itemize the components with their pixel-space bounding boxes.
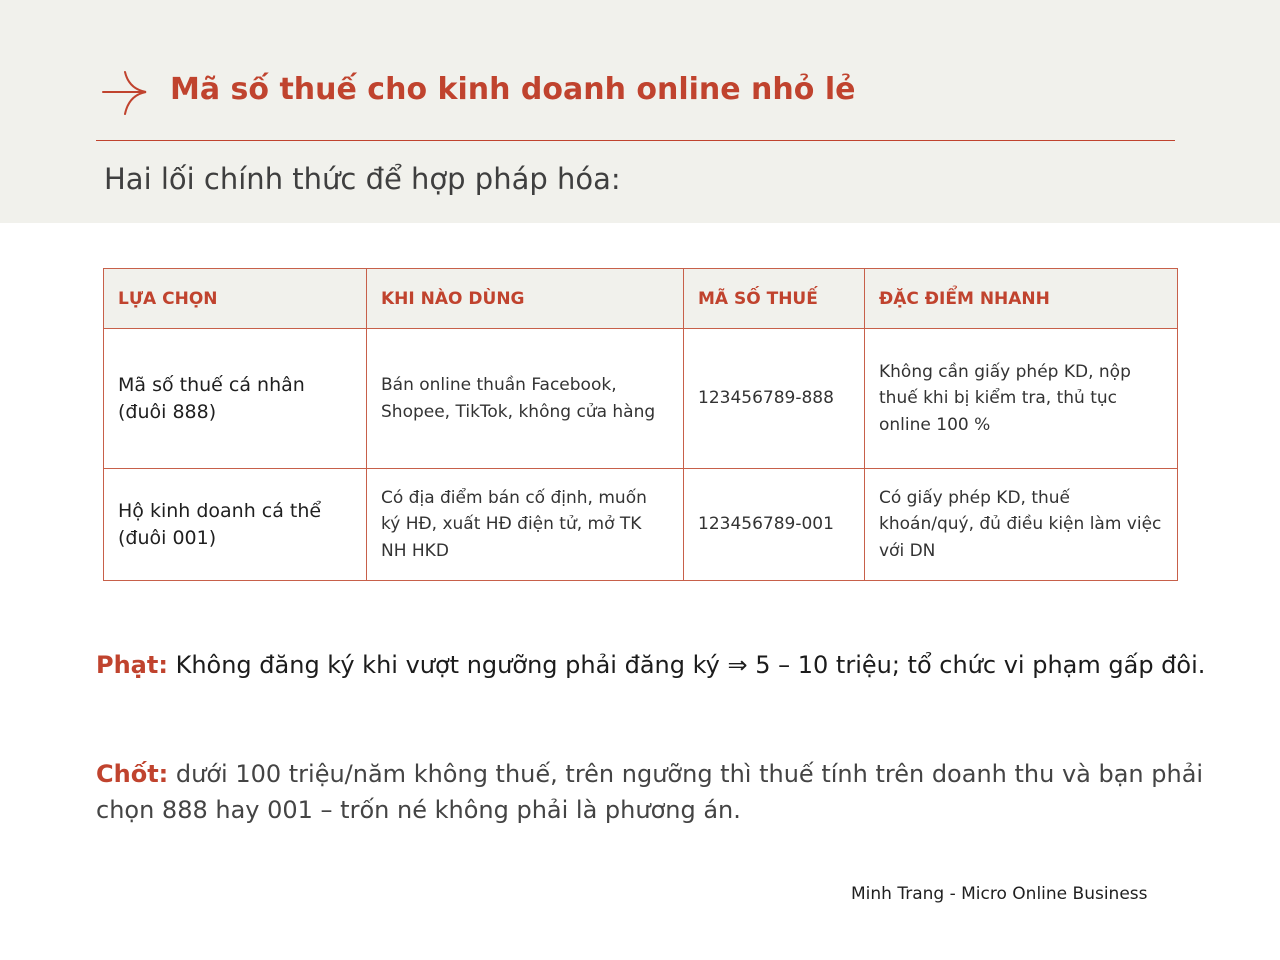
- footer-credit: Minh Trang - Micro Online Business: [851, 884, 1148, 904]
- cell-features: Có giấy phép KD, thuế khoán/quý, đủ điều kiện làm việc với DN: [865, 469, 1178, 581]
- column-header-option: LỰA CHỌN: [104, 269, 367, 329]
- header-band: [0, 0, 1280, 223]
- column-header-tax-code: MÃ SỐ THUẾ: [684, 269, 865, 329]
- table-row: [104, 469, 1178, 581]
- arrow-right-icon: [100, 70, 150, 116]
- cell-when: Bán online thuần Facebook, Shopee, TikTok, không cửa hàng: [367, 329, 684, 469]
- cell-features: Không cần giấy phép KD, nộp thuế khi bị kiểm tra, thủ tục online 100 %: [865, 329, 1178, 469]
- page-subtitle: Hai lối chính thức để hợp pháp hóa:: [104, 162, 621, 196]
- conclusion-text: dưới 100 triệu/năm không thuế, trên ngưỡng thì thuế tính trên doanh thu và bạn phải chọn 888 hay 001 – trốn né không phải là phương án.: [96, 760, 1204, 824]
- cell-tax-code: 123456789-001: [684, 469, 865, 581]
- cell-option: Mã số thuế cá nhân (đuôi 888): [104, 329, 367, 469]
- page-title: Mã số thuế cho kinh doanh online nhỏ lẻ: [170, 72, 856, 107]
- penalty-text: Không đăng ký khi vượt ngưỡng phải đăng ký ⇒ 5 – 10 triệu; tổ chức vi phạm gấp đôi.: [167, 651, 1206, 679]
- cell-tax-code: 123456789-888: [684, 329, 865, 469]
- options-table: [103, 268, 1178, 581]
- column-header-when: KHI NÀO DÙNG: [367, 269, 684, 329]
- cell-when: Có địa điểm bán cố định, muốn ký HĐ, xuất HĐ điện tử, mở TK NH HKD: [367, 469, 684, 581]
- penalty-note: [96, 647, 1206, 683]
- conclusion-label: Chốt:: [96, 760, 169, 788]
- cell-option: Hộ kinh doanh cá thể (đuôi 001): [104, 469, 367, 581]
- table-header-row: [104, 269, 1178, 329]
- conclusion-note: [96, 756, 1206, 828]
- title-divider: [96, 140, 1175, 141]
- column-header-features: ĐẶC ĐIỂM NHANH: [865, 269, 1178, 329]
- penalty-label: Phạt:: [96, 651, 168, 679]
- table-row: [104, 329, 1178, 469]
